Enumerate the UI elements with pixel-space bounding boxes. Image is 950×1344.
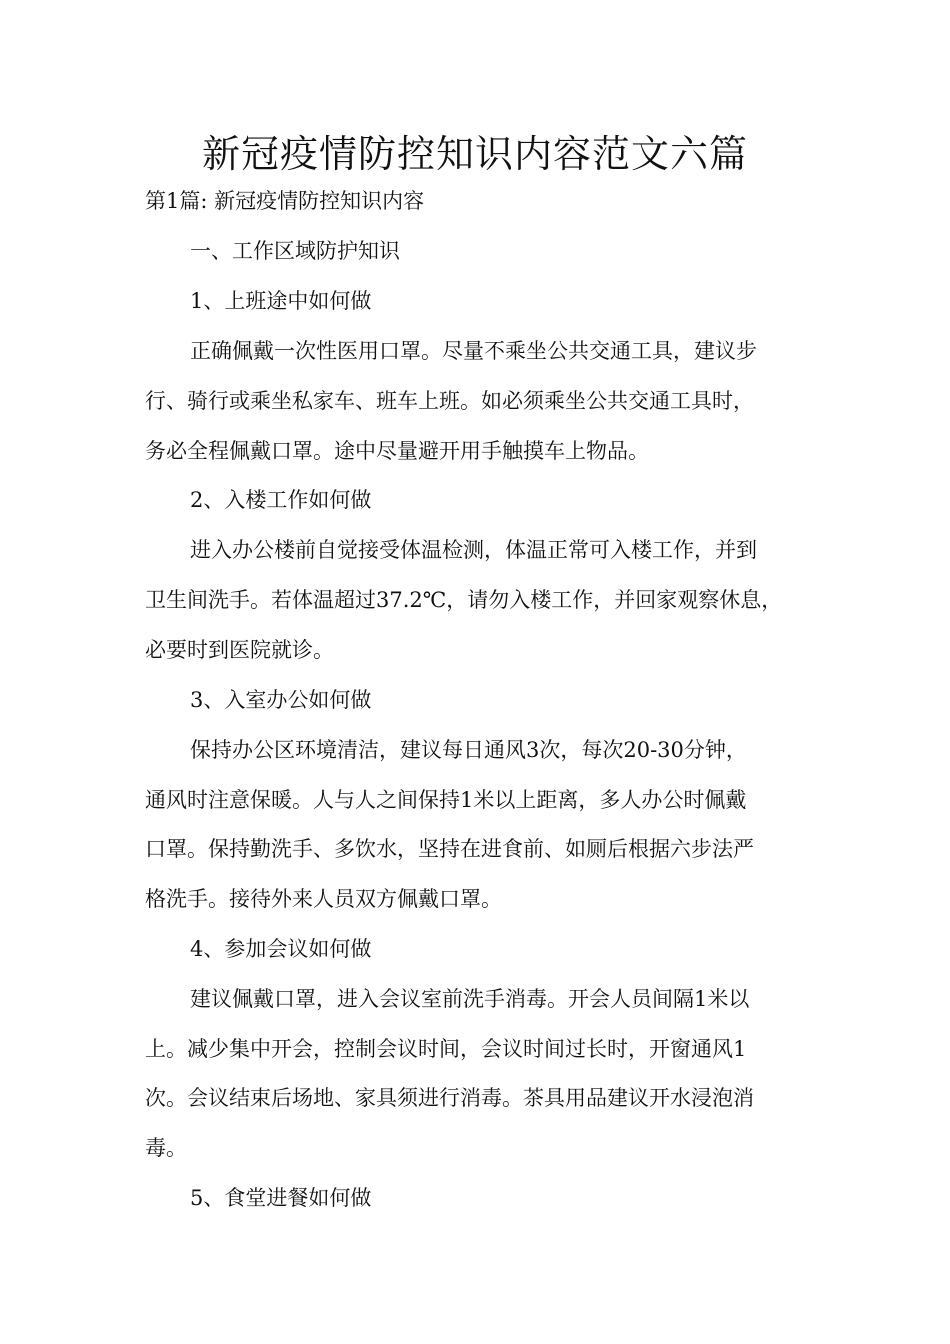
paragraph-line: 通风时注意保暖。人与人之间保持1米以上距离，多人办公时佩戴 [145, 788, 747, 812]
item-heading: 2、入楼工作如何做 [190, 488, 372, 512]
document-title: 新冠疫情防控知识内容范文六篇 [201, 132, 748, 176]
section-heading: 一、工作区域防护知识 [190, 239, 400, 263]
paragraph-line: 卫生间洗手。若体温超过37.2℃，请勿入楼工作，并回家观察休息， [145, 588, 783, 612]
paragraph-line: 进入办公楼前自觉接受体温检测，体温正常可入楼工作，并到 [190, 538, 757, 562]
paragraph-line: 口罩。保持勤洗手、多饮水，坚持在进食前、如厕后根据六步法严 [145, 837, 754, 861]
paragraph-line: 上。减少集中开会，控制会议时间，会议时间过长时，开窗通风1 [145, 1037, 747, 1061]
item-heading: 5、食堂进餐如何做 [190, 1186, 372, 1210]
paragraph-line: 建议佩戴口罩，进入会议室前洗手消毒。开会人员间隔1米以 [190, 987, 750, 1011]
paragraph-line: 行、骑行或乘坐私家车、班车上班。如必须乘坐公共交通工具时， [145, 389, 754, 413]
item-heading: 1、上班途中如何做 [190, 289, 372, 313]
paragraph-line: 保持办公区环境清洁，建议每日通风3次，每次20-30分钟， [190, 738, 747, 762]
paragraph-line: 正确佩戴一次性医用口罩。尽量不乘坐公共交通工具，建议步 [190, 339, 757, 363]
paragraph-line: 务必全程佩戴口罩。途中尽量避开用手触摸车上物品。 [145, 439, 649, 463]
item-heading: 3、入室办公如何做 [190, 688, 372, 712]
paragraph-line: 毒。 [145, 1136, 187, 1160]
paragraph-line: 必要时到医院就诊。 [145, 638, 334, 662]
article-heading: 第1篇: 新冠疫情防控知识内容 [145, 189, 425, 213]
paragraph-line: 次。会议结束后场地、家具须进行消毒。茶具用品建议开水浸泡消 [145, 1086, 754, 1110]
paragraph-line: 格洗手。接待外来人员双方佩戴口罩。 [145, 887, 502, 911]
item-heading: 4、参加会议如何做 [190, 937, 372, 961]
